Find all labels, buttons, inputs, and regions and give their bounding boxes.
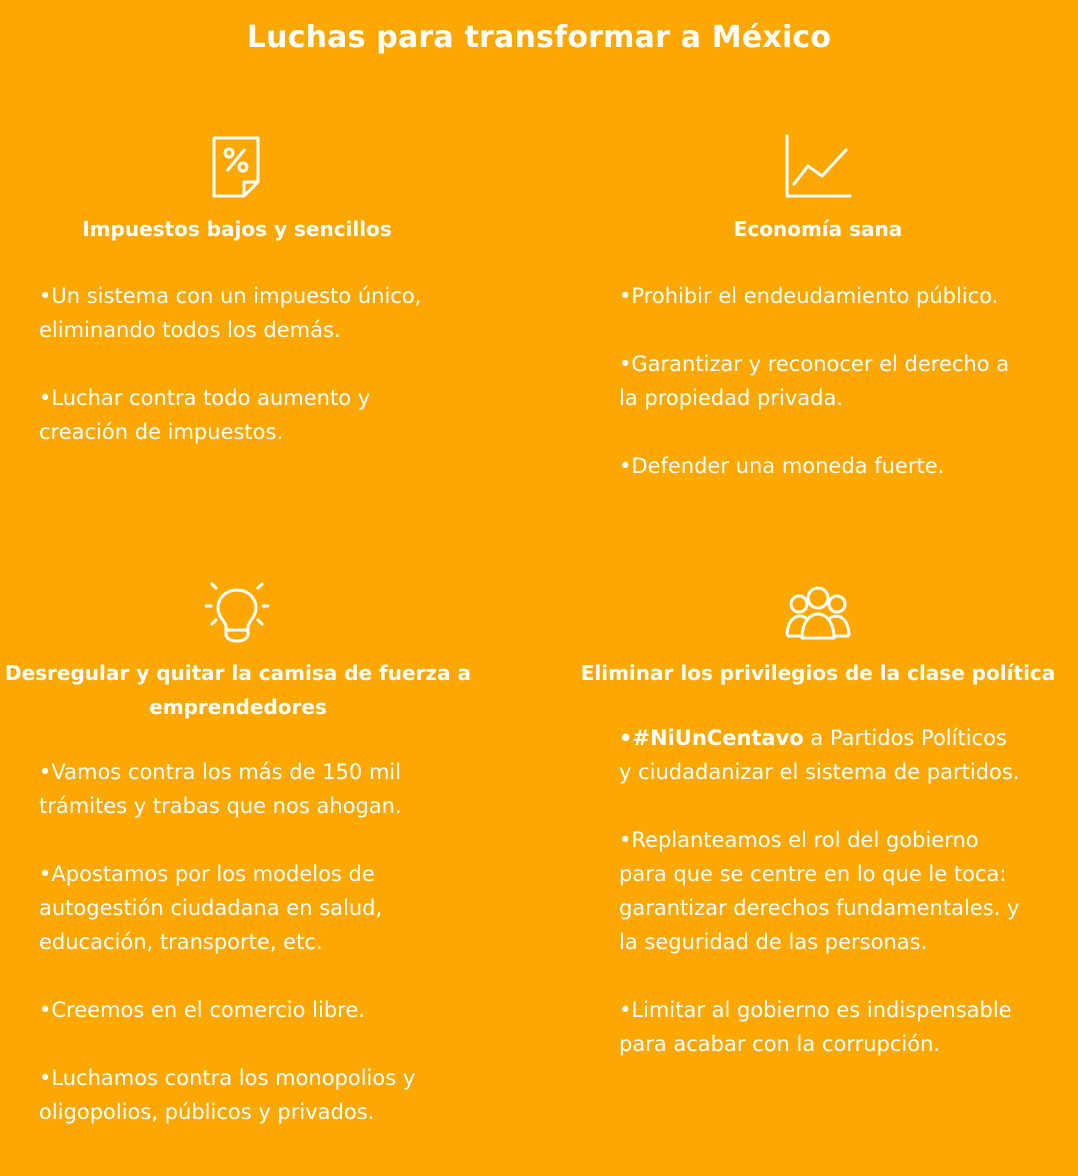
section-heading: Impuestos bajos y sencillos [82, 217, 392, 241]
list-item: •Garantizar y reconocer el derecho a la propiedad privada. [619, 352, 1010, 410]
bullet-list [619, 279, 1019, 517]
bullet-text: •Replanteamos el rol del gobierno para que se centre en lo que le toca: garantizar derechos fundamentales. y la seguridad de las personas. [619, 828, 1020, 954]
page-title: Luchas para transformar a México [246, 20, 832, 55]
list-item: •Vamos contra los más de 150 mil trámites y trabas que nos ahogan. [39, 760, 402, 818]
people-group-icon [784, 578, 852, 642]
list-item [619, 993, 1025, 1061]
list-item [619, 823, 1025, 959]
list-item: •Creemos en el comercio libre. [39, 998, 365, 1022]
bullet-list [619, 721, 1025, 1095]
list-item [619, 721, 1025, 789]
list-item: •Defender una moneda fuerte. [619, 454, 945, 478]
growth-chart-icon [784, 134, 852, 200]
bullet-text: •Limitar al gobierno es indispensable para acabar con la corrupción. [619, 998, 1012, 1056]
list-item: •Apostamos por los modelos de autogestión ciudadana en salud, educación, transporte, etc. [39, 862, 383, 954]
bullet-text: a Partidos Políticos y ciudadanizar el sistema de partidos. [619, 726, 1020, 784]
list-item: •Un sistema con un impuesto único, eliminando todos los demás. [39, 284, 422, 342]
list-item: •Luchar contra todo aumento y creación de impuestos. [39, 386, 371, 444]
list-item: •Prohibir el endeudamiento público. [619, 284, 999, 308]
lightbulb-icon [204, 578, 270, 644]
bullet-list [39, 755, 439, 1163]
list-item: •Luchamos contra los monopolios y oligopolios, públicos y privados. [39, 1066, 416, 1124]
section-heading: Eliminar los privilegios de la clase política [580, 661, 1056, 685]
section-heading: Desregular y quitar la camisa de fuerza a emprendedores [4, 661, 472, 719]
tax-document-icon [212, 136, 264, 200]
bullet-list [39, 279, 459, 483]
hashtag-bold: •#NiUnCentavo [619, 726, 804, 750]
section-heading: Economía sana [733, 217, 903, 241]
